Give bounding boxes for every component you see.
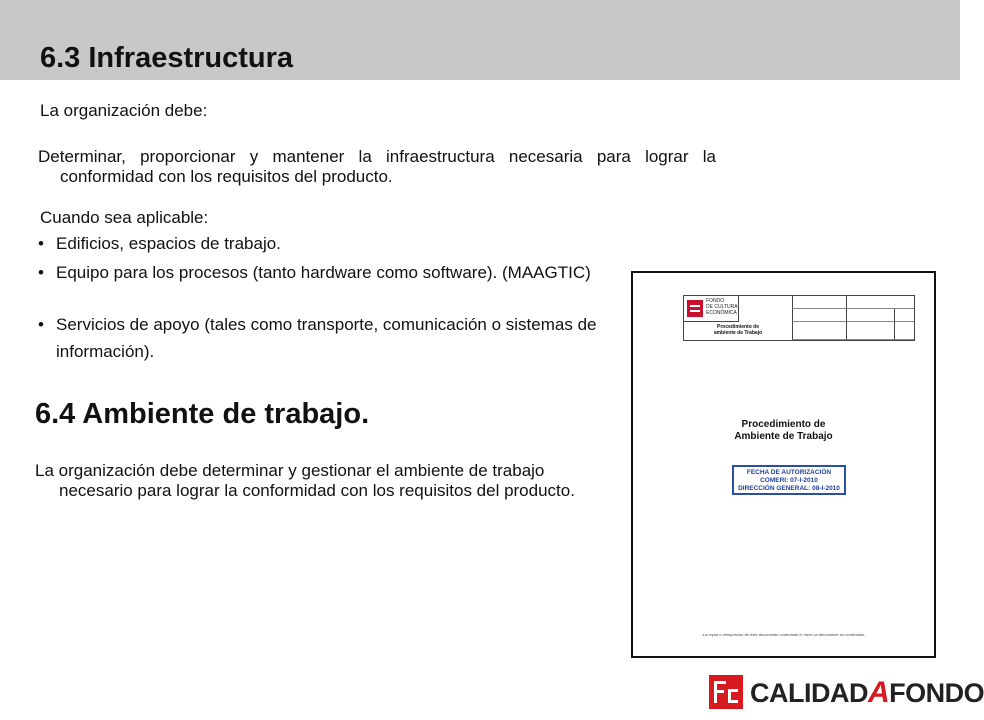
bullet-item xyxy=(38,259,646,286)
document-footer: -La copia o reimpresión de este documento controlado lo hace un documento no controlado- xyxy=(701,632,866,637)
intro-text: La organización debe: xyxy=(40,101,208,120)
infrastructure-paragraph xyxy=(38,147,716,187)
fce-logo-icon xyxy=(709,675,743,709)
document-grid-cell xyxy=(846,309,894,322)
document-title: Procedimiento de Ambiente de Trabajo xyxy=(734,419,833,442)
document-grid-cell xyxy=(894,309,914,322)
bullet-item xyxy=(38,232,618,256)
document-header xyxy=(683,295,915,341)
bullet-text: Equipo para los procesos (tanto hardware como software). (MAAGTIC) xyxy=(56,263,591,282)
document-grid-cell xyxy=(792,296,846,309)
document-grid-cell xyxy=(846,322,894,340)
applicable-label: Cuando sea aplicable: xyxy=(40,208,209,227)
bullet-text: Servicios de apoyo (tales como transporte, comunicación o sistemas de información). xyxy=(56,315,597,361)
bullet-text: Edificios, espacios de trabajo. xyxy=(56,234,281,253)
document-grid-cell xyxy=(792,309,846,322)
page-title: 6.3 Infraestructura xyxy=(40,42,294,74)
brand-wordmark xyxy=(750,677,984,709)
bullet-dot: • xyxy=(38,234,44,253)
brand-accent-mark: A xyxy=(868,676,890,709)
fce-logo-icon xyxy=(687,300,703,317)
document-grid-cell xyxy=(894,322,914,340)
document-logo-cell xyxy=(684,296,739,322)
authorization-box: FECHA DE AUTORIZACIÓN COMERI: 07-I-2010 DIRECCIÓN GENERAL: 08-I-2010 xyxy=(732,465,846,495)
document-logo-text: FONDO DE CULTURA ECONÓMICA xyxy=(706,298,738,316)
brand-right: FONDO xyxy=(889,678,984,708)
document-preview xyxy=(631,271,936,658)
section-title: 6.4 Ambiente de trabajo. xyxy=(35,398,370,430)
bullet-item xyxy=(38,311,646,365)
calidad-fondo-logo xyxy=(706,673,984,713)
document-procedure-name: Procedimiento de ambiente de Trabajo xyxy=(713,324,763,336)
brand-left: CALIDAD xyxy=(750,678,868,708)
bullet-dot: • xyxy=(38,315,44,334)
document-grid-cell xyxy=(792,322,846,340)
bullet-dot: • xyxy=(38,263,44,282)
work-environment-paragraph xyxy=(35,461,615,501)
document-grid-cell xyxy=(846,296,914,309)
work-environment-paragraph-text: La organización debe determinar y gestionar el ambiente de trabajo necesario para lograr la conformidad con los requisitos del producto. xyxy=(35,461,575,500)
infrastructure-paragraph-text: Determinar, proporcionar y mantener la infraestructura necesaria para lograr la conformidad con los requisitos del producto. xyxy=(38,147,716,186)
